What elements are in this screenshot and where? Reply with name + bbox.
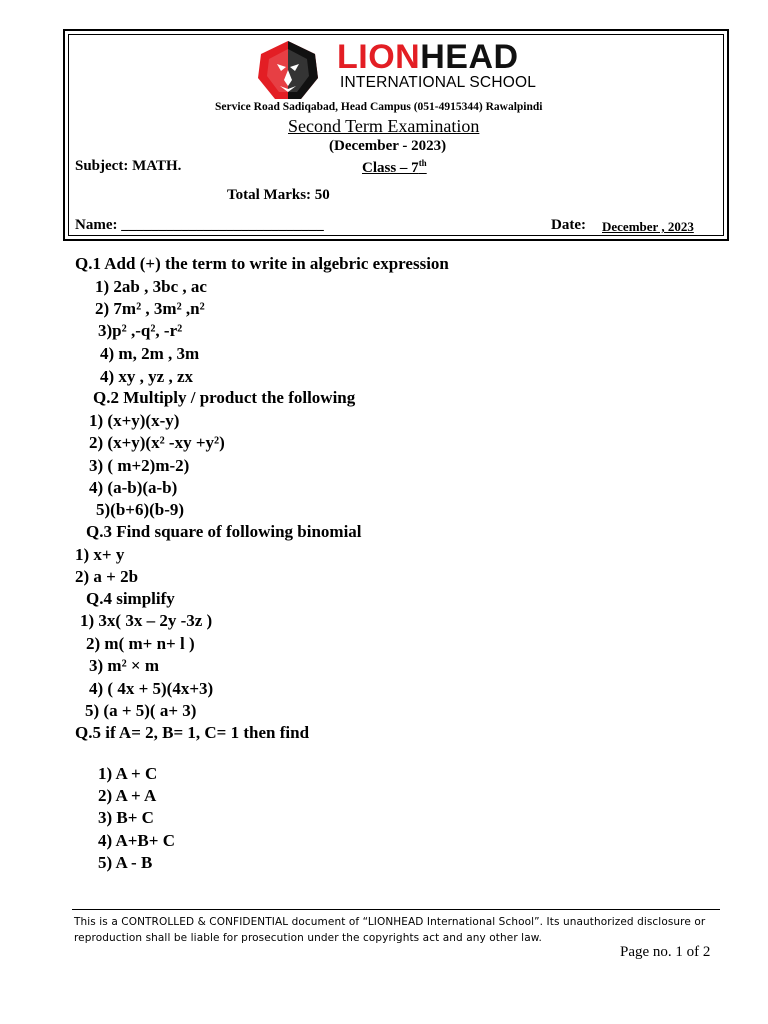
question-heading: Q.4 simplify — [86, 589, 175, 608]
exam-title: Second Term Examination — [288, 116, 480, 136]
date-value: December , 2023 — [602, 219, 694, 234]
question-heading: Q.3 Find square of following binomial — [86, 522, 362, 541]
question-item: 1) 2ab , 3bc , ac — [95, 277, 207, 296]
question-item: 1) A + C — [98, 764, 158, 783]
question-item: 3) B+ C — [98, 808, 154, 827]
name-field: Name: ___________________________ — [75, 217, 324, 233]
exam-date: (December - 2023) — [329, 138, 447, 154]
school-address: Service Road Sadiqabad, Head Campus (051-4915344) Rawalpindi — [215, 101, 543, 113]
question-item: 3)p² ,-q², -r² — [98, 321, 183, 340]
question-item: 2) A + A — [98, 786, 157, 805]
school-name: LIONHEAD — [337, 38, 519, 76]
question-heading: Q.2 Multiply / product the following — [93, 388, 356, 407]
date-label: Date: — [551, 217, 586, 233]
question-item: 2) a + 2b — [75, 567, 139, 586]
question-item: 4) ( 4x + 5)(4x+3) — [89, 679, 214, 698]
question-item: 4) m, 2m , 3m — [100, 344, 200, 363]
question-item: 2) 7m² , 3m² ,n² — [95, 299, 205, 318]
footer-divider — [72, 909, 720, 910]
question-item: 3) ( m+2)m-2) — [89, 456, 190, 475]
question-item: 5) (a + 5)( a+ 3) — [85, 701, 197, 720]
subject-label: Subject: MATH. — [75, 158, 182, 174]
confidential-notice: This is a CONTROLLED & CONFIDENTIAL document of “LIONHEAD International School”. Its unauthorized disclosure or reproduction shall be liable for prosecution under the copyrights act and any other law. — [74, 916, 706, 944]
question-item: 2) (x+y)(x² -xy +y²) — [89, 433, 225, 452]
total-marks: Total Marks: 50 — [227, 187, 330, 203]
school-subtitle: INTERNATIONAL SCHOOL — [340, 74, 537, 91]
question-item: 3) m² × m — [89, 656, 160, 675]
question-item: 5) A - B — [98, 853, 153, 872]
question-item: 1) x+ y — [75, 545, 125, 564]
question-item: 1) 3x( 3x – 2y -3z ) — [80, 611, 213, 630]
page-number: Page no. 1 of 2 — [620, 944, 711, 960]
question-item: 4) (a-b)(a-b) — [89, 478, 178, 497]
question-heading: Q.5 if A= 2, B= 1, C= 1 then find — [75, 723, 310, 742]
class-label: Class – 7th — [362, 158, 427, 176]
lion-head-icon — [257, 40, 319, 102]
question-item: 4) xy , yz , zx — [100, 367, 194, 386]
question-item: 4) A+B+ C — [98, 831, 175, 850]
question-item: 1) (x+y)(x-y) — [89, 411, 180, 430]
question-heading: Q.1 Add (+) the term to write in algebric expression — [75, 254, 449, 273]
question-item: 2) m( m+ n+ l ) — [86, 634, 195, 653]
question-item: 5)(b+6)(b-9) — [96, 500, 185, 519]
